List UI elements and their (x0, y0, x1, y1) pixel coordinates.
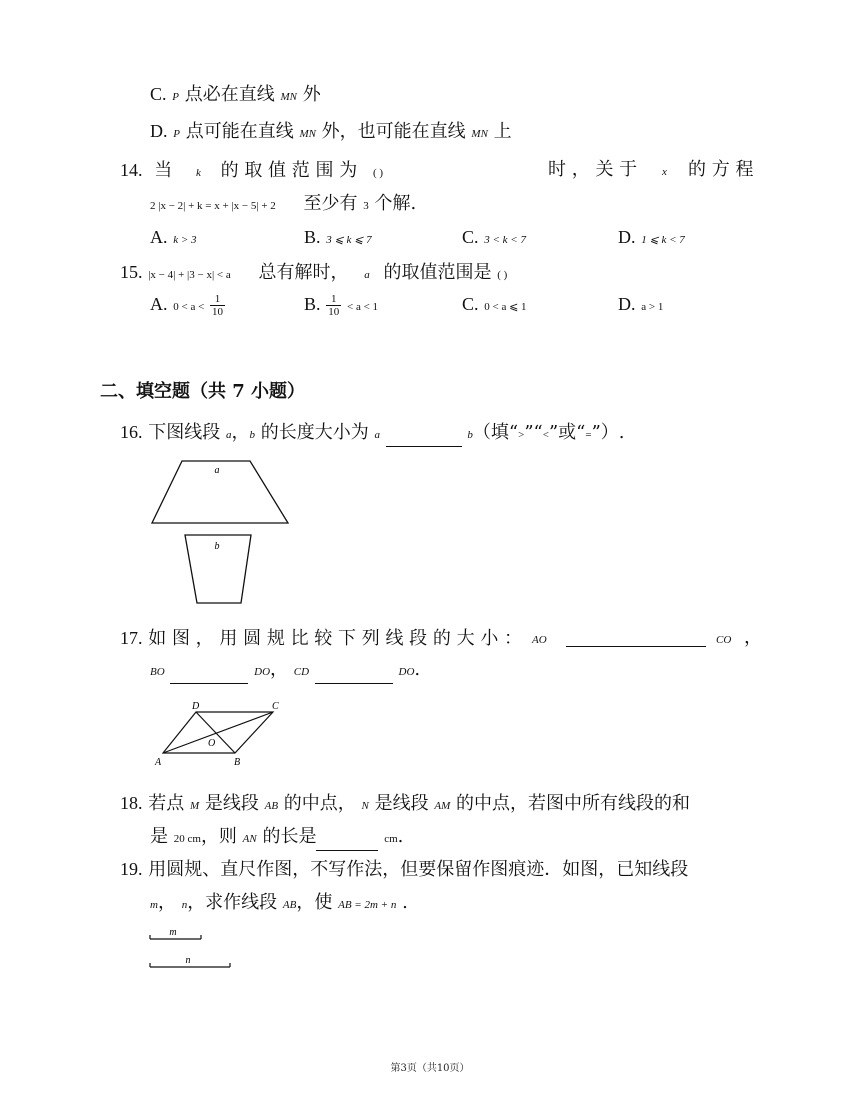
math-var: b (249, 429, 255, 441)
diagonal-bd (196, 712, 235, 753)
question-text: 是线段 (374, 793, 429, 814)
q15-option-a (150, 292, 225, 319)
math-var: MN (280, 91, 297, 103)
q14-stem-line1 (120, 158, 760, 185)
question-text: 时 ， 关 于 (548, 159, 638, 180)
math-var: MN (471, 128, 488, 140)
q18-stem-line2 (150, 825, 403, 851)
math-var: M (189, 800, 200, 812)
q15-option-b (304, 292, 378, 319)
q17-stem-line1 (120, 626, 760, 651)
trapezoid-a (152, 461, 288, 523)
math-num: 3 (363, 200, 369, 212)
math-var: AM (434, 800, 451, 812)
punct: ”或“ (548, 422, 586, 443)
question-text: 的长度大小为 (260, 422, 369, 443)
segment-m-label: m (169, 927, 177, 938)
q19-figure (145, 925, 245, 975)
question-number: 18. (120, 793, 143, 813)
question-number: 15. (120, 262, 143, 282)
vertex-b-label: B (234, 757, 241, 768)
answer-blank[interactable] (566, 628, 706, 647)
question-text: 的中点， (283, 793, 356, 814)
option-value: 1 ⩽ k < 7 (641, 234, 685, 246)
punct: . (397, 826, 404, 847)
option-value: 3 ⩽ k ⩽ 7 (326, 234, 372, 246)
answer-paren: ( ) (372, 167, 384, 179)
question-text: 下图线段 (148, 422, 221, 443)
answer-blank[interactable] (316, 832, 378, 851)
option-label: B. (304, 227, 321, 247)
punct: . (414, 659, 421, 680)
math-var: AB (264, 800, 279, 812)
question-text: ，求作线段 (187, 892, 278, 913)
q13-option-d (150, 119, 512, 146)
question-text: 至少有 (303, 193, 358, 214)
q14-option-a (150, 225, 197, 252)
math-var: AB (282, 899, 297, 911)
segment-n-label: n (185, 955, 191, 966)
question-text: 的 取 值 范 围 为 (220, 160, 358, 181)
option-label: C. (150, 84, 167, 104)
q19-stem-line2 (150, 891, 408, 917)
option-value: k > 3 (173, 234, 197, 246)
question-text: 的 方 程 (688, 159, 754, 180)
q14-stem-line2 (150, 192, 416, 218)
option-text: 外，也可能在直线 (321, 121, 466, 142)
question-text: 总有解时， (258, 262, 349, 283)
vertex-a-label: A (155, 757, 162, 768)
answer-blank[interactable] (170, 665, 248, 684)
punct: ， (157, 892, 176, 913)
q14-option-b (304, 225, 372, 252)
question-text: 个解. (374, 193, 417, 214)
option-label: D. (150, 121, 168, 141)
q14-option-c (462, 225, 526, 252)
math-var: CO (716, 634, 732, 646)
math-var: AN (242, 833, 257, 845)
math-var: DO (254, 666, 271, 678)
option-value: 0 < a < (173, 301, 205, 313)
q13-option-c (150, 82, 321, 109)
question-number: 16. (120, 422, 143, 442)
option-label: D. (618, 227, 636, 247)
option-value: 3 < k < 7 (484, 234, 526, 246)
math-var: m (150, 899, 158, 911)
answer-blank[interactable] (315, 665, 393, 684)
option-value: < a < 1 (346, 301, 379, 313)
math-var: N (361, 800, 369, 812)
page-footer: 第3页（共10页） (390, 1063, 470, 1074)
section-heading: 二、填空题（共 7 小题） (100, 381, 306, 402)
option-label: B. (304, 294, 321, 314)
math-var: MN (299, 128, 316, 140)
q15-stem (120, 260, 507, 287)
math-var: a (364, 269, 370, 281)
option-label: C. (462, 227, 479, 247)
math-var: CD (293, 666, 310, 678)
math-var: P (172, 91, 179, 103)
option-text: 点必在直线 (184, 84, 275, 105)
punct: ， (270, 659, 289, 680)
math-var: b (467, 429, 473, 441)
question-text: （填“ (472, 422, 519, 443)
math-var: DO (398, 666, 415, 678)
question-text: 用圆规、直尺作图，不写作法，但要保留作图痕迹．如图，已知线段 (148, 859, 689, 880)
question-number: 14. (120, 160, 143, 180)
equation: AB = 2m + n (338, 899, 397, 911)
q18-stem-line1 (120, 791, 690, 818)
question-number: 17. (120, 628, 143, 648)
option-value: 0 < a ⩽ 1 (484, 301, 527, 313)
q19-stem-line1 (120, 857, 688, 882)
option-value: a > 1 (641, 301, 664, 313)
option-text: 外 (302, 84, 321, 105)
question-text: 是 (150, 826, 168, 847)
q15-option-c (462, 292, 527, 319)
q15-option-d (618, 292, 663, 319)
center-o-label: O (208, 738, 216, 749)
math-symbol: > (518, 429, 525, 441)
option-label: A. (150, 227, 168, 247)
question-text: 是线段 (204, 793, 259, 814)
unit: cm (384, 833, 398, 845)
option-label: D. (618, 294, 636, 314)
punct: ， (744, 627, 762, 648)
question-text: 如 图 ， 用 圆 规 比 较 下 列 线 段 的 大 小 ： (148, 628, 523, 649)
question-text: 的取值范围是 (383, 262, 492, 283)
punct: ”“ (524, 422, 543, 443)
question-text: ，则 (200, 826, 237, 847)
question-text: 的中点，若图中所有线段的和 (455, 793, 690, 814)
math-value: 20 cm (173, 833, 201, 845)
answer-blank[interactable] (386, 428, 462, 447)
answer-paren: ( ) (497, 269, 508, 281)
option-label: A. (150, 294, 168, 314)
q14-option-d (618, 225, 685, 252)
question-text: 若点 (148, 793, 185, 814)
vertex-d-label: D (192, 701, 200, 712)
math-var: x (662, 166, 667, 178)
math-var: P (173, 128, 180, 140)
equation: 2 |x − 2| + k = x + |x − 5| + 2 (150, 200, 276, 212)
fraction-denominator: 10 (328, 305, 340, 318)
question-number: 19. (120, 859, 143, 879)
option-text: 上 (493, 121, 512, 142)
math-var: a (374, 429, 380, 441)
math-var: AO (532, 634, 547, 646)
punct: . (402, 892, 408, 913)
fraction-numerator: 1 (210, 293, 225, 306)
fraction (326, 293, 341, 318)
option-text: 点可能在直线 (185, 121, 294, 142)
math-var: a (225, 429, 232, 441)
q17-stem-line2 (150, 658, 420, 684)
fraction (210, 293, 225, 318)
q17-figure (145, 696, 295, 771)
question-text: 的长是 (262, 826, 317, 847)
math-var: k (195, 167, 201, 179)
fraction-denominator: 10 (212, 305, 224, 318)
figure-label-a: a (214, 465, 220, 476)
math-var: n (181, 899, 188, 911)
vertex-c-label: C (272, 701, 279, 712)
punct: ， (231, 422, 250, 443)
q16-figure (140, 455, 300, 610)
q16-stem (120, 420, 625, 447)
question-text: ，使 (296, 892, 333, 913)
inequality: |x − 4| + |3 − x| < a (148, 269, 231, 281)
fraction-numerator: 1 (326, 293, 341, 306)
math-var: BO (150, 666, 165, 678)
math-symbol: = (585, 429, 592, 441)
punct: ”）. (591, 422, 625, 443)
option-label: C. (462, 294, 479, 314)
question-text: 当 (154, 160, 173, 181)
math-symbol: < (542, 429, 549, 441)
figure-label-b: b (214, 541, 220, 552)
